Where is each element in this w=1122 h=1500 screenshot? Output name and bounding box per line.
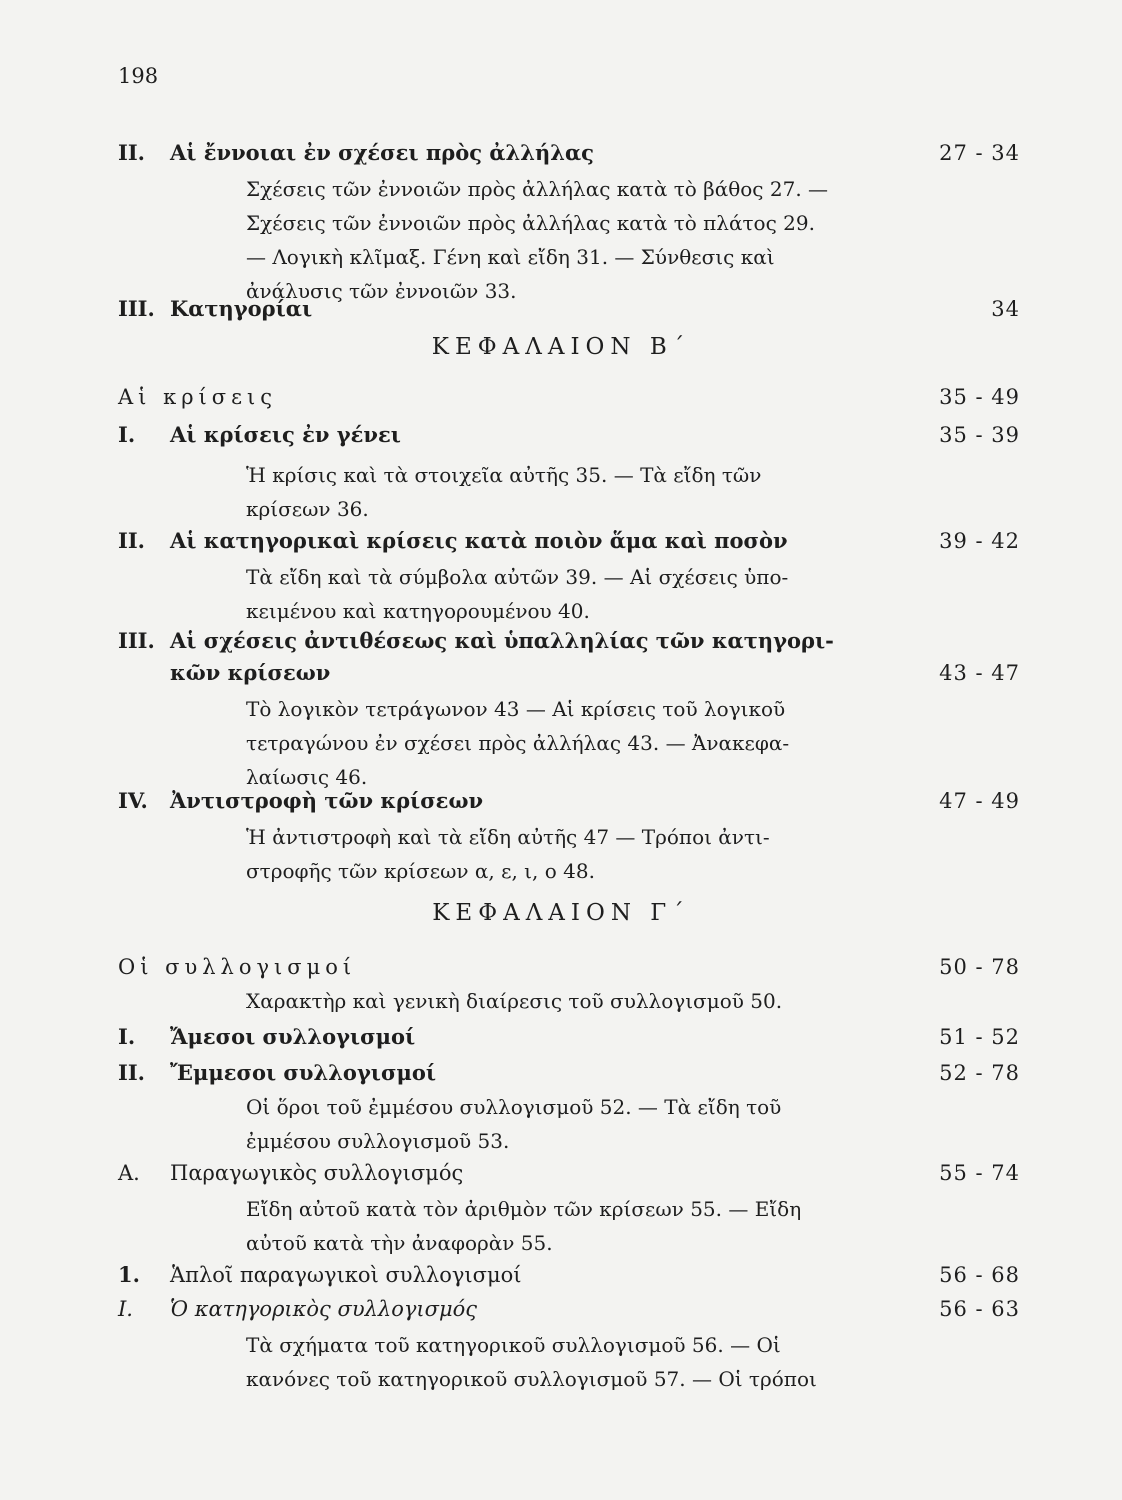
page-number: 198 [118, 64, 159, 88]
description-line: Εἴδη αὐτοῦ κατὰ τὸν ἀριθμὸν τῶν κρίσεων 55. — Εἴδη [246, 1197, 802, 1221]
entry-number: I. [118, 1024, 136, 1049]
toc-part [118, 950, 1020, 984]
entry-title: Αἱ κατηγορικαὶ κρίσεις κατὰ ποιὸν ἅμα καὶ ποσὸν [170, 528, 788, 553]
entry-pages: 47 - 49 [939, 789, 1020, 813]
entry-pages: 56 - 63 [939, 1297, 1020, 1321]
description-line: τετραγώνου ἐν σχέσει πρὸς ἀλλήλας 43. — Ἀνακεφα- [246, 731, 790, 755]
toc-entry [118, 136, 1020, 170]
entry-number: II. [118, 140, 145, 165]
chapter-heading: ΚΕΦΑΛΑΙΟΝ Β΄ [431, 334, 691, 360]
entry-title: κῶν κρίσεων [170, 660, 331, 685]
toc-entry [118, 1056, 1020, 1090]
part-title: Αἱ κρίσεις [118, 385, 277, 409]
part-title: Οἱ συλλογισμοί [118, 955, 357, 979]
entry-title: Κατηγορίαι [170, 296, 313, 321]
entry-description [246, 984, 866, 1018]
entry-title: Ἄμεσοι συλλογισμοί [170, 1024, 416, 1049]
entry-number: I. [118, 1297, 133, 1321]
entry-pages: 39 - 42 [939, 529, 1020, 553]
entry-pages: 35 - 39 [939, 423, 1020, 447]
entry-pages: 27 - 34 [939, 141, 1020, 165]
toc-entry [118, 1020, 1020, 1054]
description-line: Τὰ σχήματα τοῦ κατηγορικοῦ συλλογισμοῦ 56. — Οἱ [246, 1333, 781, 1357]
entry-pages: 55 - 74 [939, 1161, 1020, 1185]
entry-number: II. [118, 1060, 145, 1085]
entry-pages: 51 - 52 [939, 1025, 1020, 1049]
description-line: Σχέσεις τῶν ἐννοιῶν πρὸς ἀλλήλας κατὰ τὸ βάθος 27. — [246, 177, 829, 201]
description-line: Ἡ κρίσις καὶ τὰ στοιχεῖα αὐτῆς 35. — Τὰ εἴδη τῶν [246, 463, 762, 487]
entry-pages: 52 - 78 [939, 1061, 1020, 1085]
entry-title: Αἱ σχέσεις ἀντιθέσεως καὶ ὑπαλληλίας τῶν κατηγορι- [170, 628, 834, 653]
entry-number: III. [118, 628, 155, 653]
entry-title: Αἱ κρίσεις ἐν γένει [170, 422, 401, 447]
toc-entry [118, 1258, 1020, 1292]
description-line: Σχέσεις τῶν ἐννοιῶν πρὸς ἀλλήλας κατὰ τὸ πλάτος 29. [246, 211, 815, 235]
entry-description [246, 1328, 866, 1396]
entry-description [246, 1090, 866, 1158]
entry-number: III. [118, 296, 155, 321]
toc-entry [118, 524, 1020, 558]
entry-description [246, 458, 866, 526]
entry-number: 1. [118, 1262, 140, 1287]
entry-description [246, 1192, 866, 1260]
entry-title: Ἔμμεσοι συλλογισμοί [170, 1060, 436, 1085]
description-line: κρίσεων 36. [246, 497, 369, 521]
entry-description [246, 172, 866, 308]
description-line: — Λογικὴ κλῖμαξ. Γένη καὶ εἴδη 31. — Σύνθεσις καὶ [246, 245, 775, 269]
description-line: λαίωσις 46. [246, 765, 368, 789]
entry-description [246, 560, 866, 628]
description-line: Οἱ ὅροι τοῦ ἐμμέσου συλλογισμοῦ 52. — Τὰ εἴδη τοῦ [246, 1095, 782, 1119]
toc-part [118, 380, 1020, 414]
entry-pages: 50 - 78 [939, 955, 1020, 979]
description-line: Τὰ εἴδη καὶ τὰ σύμβολα αὐτῶν 39. — Αἱ σχέσεις ὑπο- [246, 565, 789, 589]
description-line: ἀνάλυσις τῶν ἐννοιῶν 33. [246, 279, 517, 303]
entry-number: II. [118, 528, 145, 553]
toc-entry [118, 784, 1020, 818]
entry-description [246, 692, 866, 794]
toc-entry [118, 1156, 1020, 1190]
entry-title: Παραγωγικὸς συλλογισμός [170, 1161, 464, 1185]
entry-pages: 34 [991, 297, 1020, 321]
entry-pages: 56 - 68 [939, 1263, 1020, 1287]
entry-number: I. [118, 422, 136, 447]
entry-pages: 43 - 47 [939, 661, 1020, 685]
toc-entry [118, 418, 1020, 452]
description-line: στροφῆς τῶν κρίσεων α, ε, ι, ο 48. [246, 859, 595, 883]
toc-entry [118, 1292, 1020, 1326]
entry-description [246, 820, 866, 888]
entry-number: Α. [118, 1161, 140, 1185]
description-line: αὐτοῦ κατὰ τὴν ἀναφορὰν 55. [246, 1231, 553, 1255]
entry-title: Ἁπλοῖ παραγωγικοὶ συλλογισμοί [170, 1263, 522, 1287]
toc-entry [118, 624, 1020, 658]
entry-title: Αἱ ἔννοιαι ἐν σχέσει πρὸς ἀλλήλας [170, 140, 594, 165]
chapter-heading: ΚΕΦΑΛΑΙΟΝ Γ΄ [432, 900, 690, 926]
entry-pages: 35 - 49 [939, 385, 1020, 409]
entry-title: Ἀντιστροφὴ τῶν κρίσεων [170, 788, 484, 813]
description-line: Τὸ λογικὸν τετράγωνον 43 — Αἱ κρίσεις τοῦ λογικοῦ [246, 697, 786, 721]
toc-entry [118, 292, 1020, 326]
description-line: κανόνες τοῦ κατηγορικοῦ συλλογισμοῦ 57. — Οἱ τρόποι [246, 1367, 817, 1391]
toc-entry-continuation [118, 656, 1020, 690]
entry-number: IV. [118, 788, 148, 813]
description-line: Χαρακτὴρ καὶ γενικὴ διαίρεσις τοῦ συλλογισμοῦ 50. [246, 989, 783, 1013]
description-line: Ἡ ἀντιστροφὴ καὶ τὰ εἴδη αὐτῆς 47 — Τρόποι ἀντι- [246, 825, 770, 849]
entry-title: Ὁ κατηγορικὸς συλλογισμός [170, 1297, 478, 1321]
description-line: κειμένου καὶ κατηγορουμένου 40. [246, 599, 590, 623]
description-line: ἐμμέσου συλλογισμοῦ 53. [246, 1129, 510, 1153]
